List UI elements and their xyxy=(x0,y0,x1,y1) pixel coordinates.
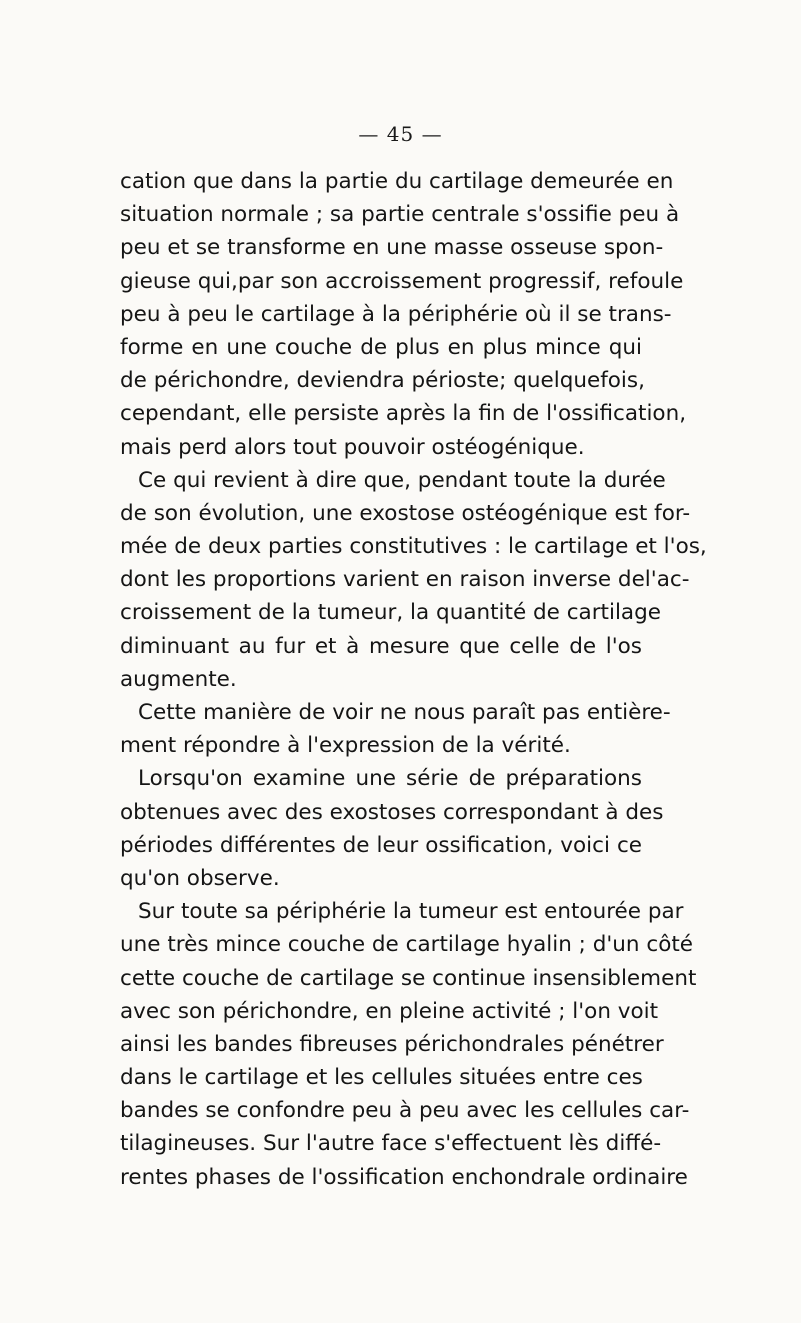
text-line: tilagineuses. Sur l'autre face s'effectuent lès diffé- xyxy=(120,1131,662,1157)
text-line: mée de deux parties constitutives : le cartilage et l'os, xyxy=(120,534,707,560)
text-line: bandes se confondre peu à peu avec les cellules car- xyxy=(120,1098,690,1124)
text-line: de périchondre, deviendra périoste; quelquefois, xyxy=(120,368,645,394)
text-line: avec son périchondre, en pleine activité ; l'on voit xyxy=(120,998,659,1024)
text-line: croissement de la tumeur, la quantité de cartilage xyxy=(120,600,661,626)
text-line: situation normale ; sa partie centrale s'ossifie peu à xyxy=(120,202,680,228)
text-line: Sur toute sa périphérie la tumeur est entourée par xyxy=(138,899,684,925)
text-line: peu à peu le cartilage à la périphérie où il se trans- xyxy=(120,301,672,327)
text-line: de son évolution, une exostose ostéogénique est for- xyxy=(120,500,691,526)
text-line: diminuant au fur et à mesure que celle de l'os xyxy=(120,633,642,659)
text-line: cette couche de cartilage se continue insensiblement xyxy=(120,965,697,991)
body-text xyxy=(120,165,707,1194)
text-line: Lorsqu'on examine une série de préparations xyxy=(138,766,642,792)
text-line: augmente. xyxy=(120,666,237,692)
text-line: cation que dans la partie du cartilage demeurée en xyxy=(120,169,674,194)
text-line: Ce qui revient à dire que, pendant toute la durée xyxy=(138,467,666,493)
text-line: ment répondre à l'expression de la vérité. xyxy=(120,733,571,759)
text-line: Cette manière de voir ne nous paraît pas entière- xyxy=(138,700,671,725)
text-line: peu et se transforme en une masse osseuse spon- xyxy=(120,235,664,261)
text-line: rentes phases de l'ossification enchondrale ordinaire xyxy=(120,1164,688,1190)
text-line: une très mince couche de cartilage hyalin ; d'un côté xyxy=(120,932,694,958)
text-line: cependant, elle persiste après la fin de l'ossification, xyxy=(120,401,687,427)
text-line: ainsi les bandes fibreuses périchondrales pénétrer xyxy=(120,1031,664,1057)
text-line: dans le cartilage et les cellules situées entre ces xyxy=(120,1065,643,1091)
text-line: gieuse qui,par son accroissement progressif, refoule xyxy=(120,268,684,294)
text-line: obtenues avec des exostoses correspondant à des xyxy=(120,799,664,825)
page-number: — 45 — xyxy=(358,122,443,146)
text-line: dont les proportions varient en raison inverse del'ac- xyxy=(120,567,690,593)
text-line: mais perd alors tout pouvoir ostéogénique. xyxy=(120,434,585,460)
text-line: périodes différentes de leur ossification, voici ce xyxy=(120,832,642,858)
text-line: qu'on observe. xyxy=(120,865,280,891)
text-line: forme en une couche de plus en plus mince qui xyxy=(120,334,642,360)
